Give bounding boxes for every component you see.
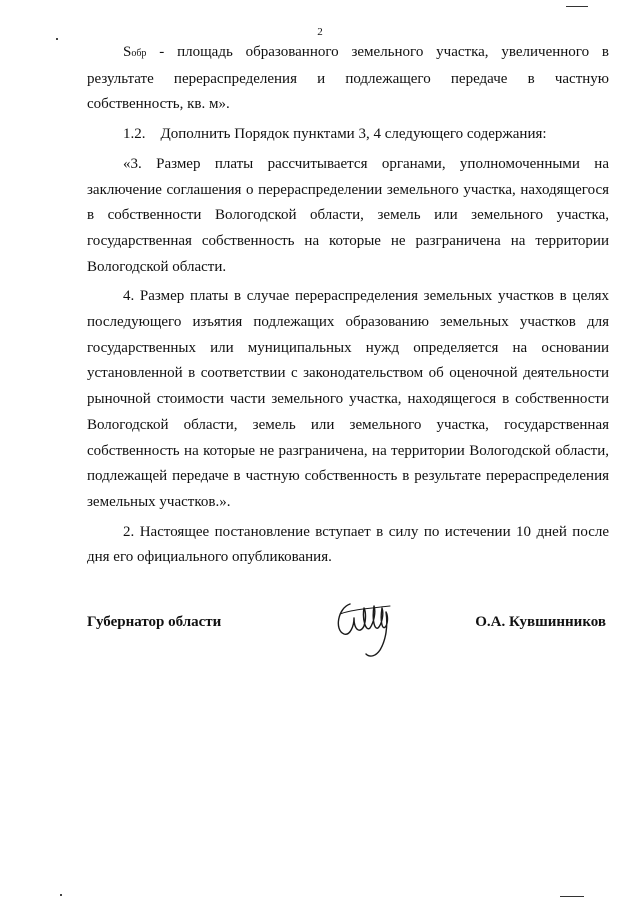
paragraph-area-definition bbox=[87, 40, 609, 118]
area-symbol: S bbox=[123, 44, 132, 60]
paragraph-item-3: «3. Размер платы рассчитывается органами, уполномоченными на заключение соглашения о перераспределении земельного участка, находящегося в собственности Вологодской области, земель или земельного участка, государственная собственность на которые не разграничена на территории Вологодской области. bbox=[87, 155, 609, 275]
scan-dot-top-left bbox=[56, 38, 58, 40]
paragraph-amendment-intro: 1.2. Дополнить Порядок пунктами 3, 4 следующего содержания: bbox=[123, 126, 547, 143]
scan-edge-mark-bottom bbox=[560, 896, 584, 897]
paragraph-entry-into-force: 2. Настоящее постановление вступает в силу по истечении 10 дней после дня его официального опубликования. bbox=[87, 523, 609, 566]
document-body bbox=[87, 40, 609, 571]
scan-edge-mark-top bbox=[566, 6, 588, 7]
signature-block bbox=[0, 608, 640, 678]
signatory-name: О.А. Кувшинников bbox=[475, 614, 606, 630]
scan-dot-bottom-left bbox=[60, 894, 62, 896]
area-symbol-subscript: обр bbox=[131, 48, 147, 59]
handwritten-signature-icon bbox=[330, 596, 402, 668]
area-definition-text: - площадь образованного земельного участка, увеличенного в результате перераспределения и подлежащего передаче в частную собственность, кв. м». bbox=[87, 44, 609, 113]
page-number: 2 bbox=[317, 26, 323, 38]
paragraph-item-4: 4. Размер платы в случае перераспределения земельных участков в целях последующего изъятия подлежащих образованию земельных участков для государственных или муниципальных нужд определяется на основании установленной в соответствии с законодательством об оценочной деятельности рыночной стоимости части земельного участка, находящегося в собственности Вологодской области, земель или земельного участка, государственная собственность на которые не разграничена, на территории Вологодской области, подлежащей передаче в частную собственность в результате перераспределения земельных участков.». bbox=[87, 288, 609, 510]
signatory-title: Губернатор области bbox=[87, 614, 222, 630]
